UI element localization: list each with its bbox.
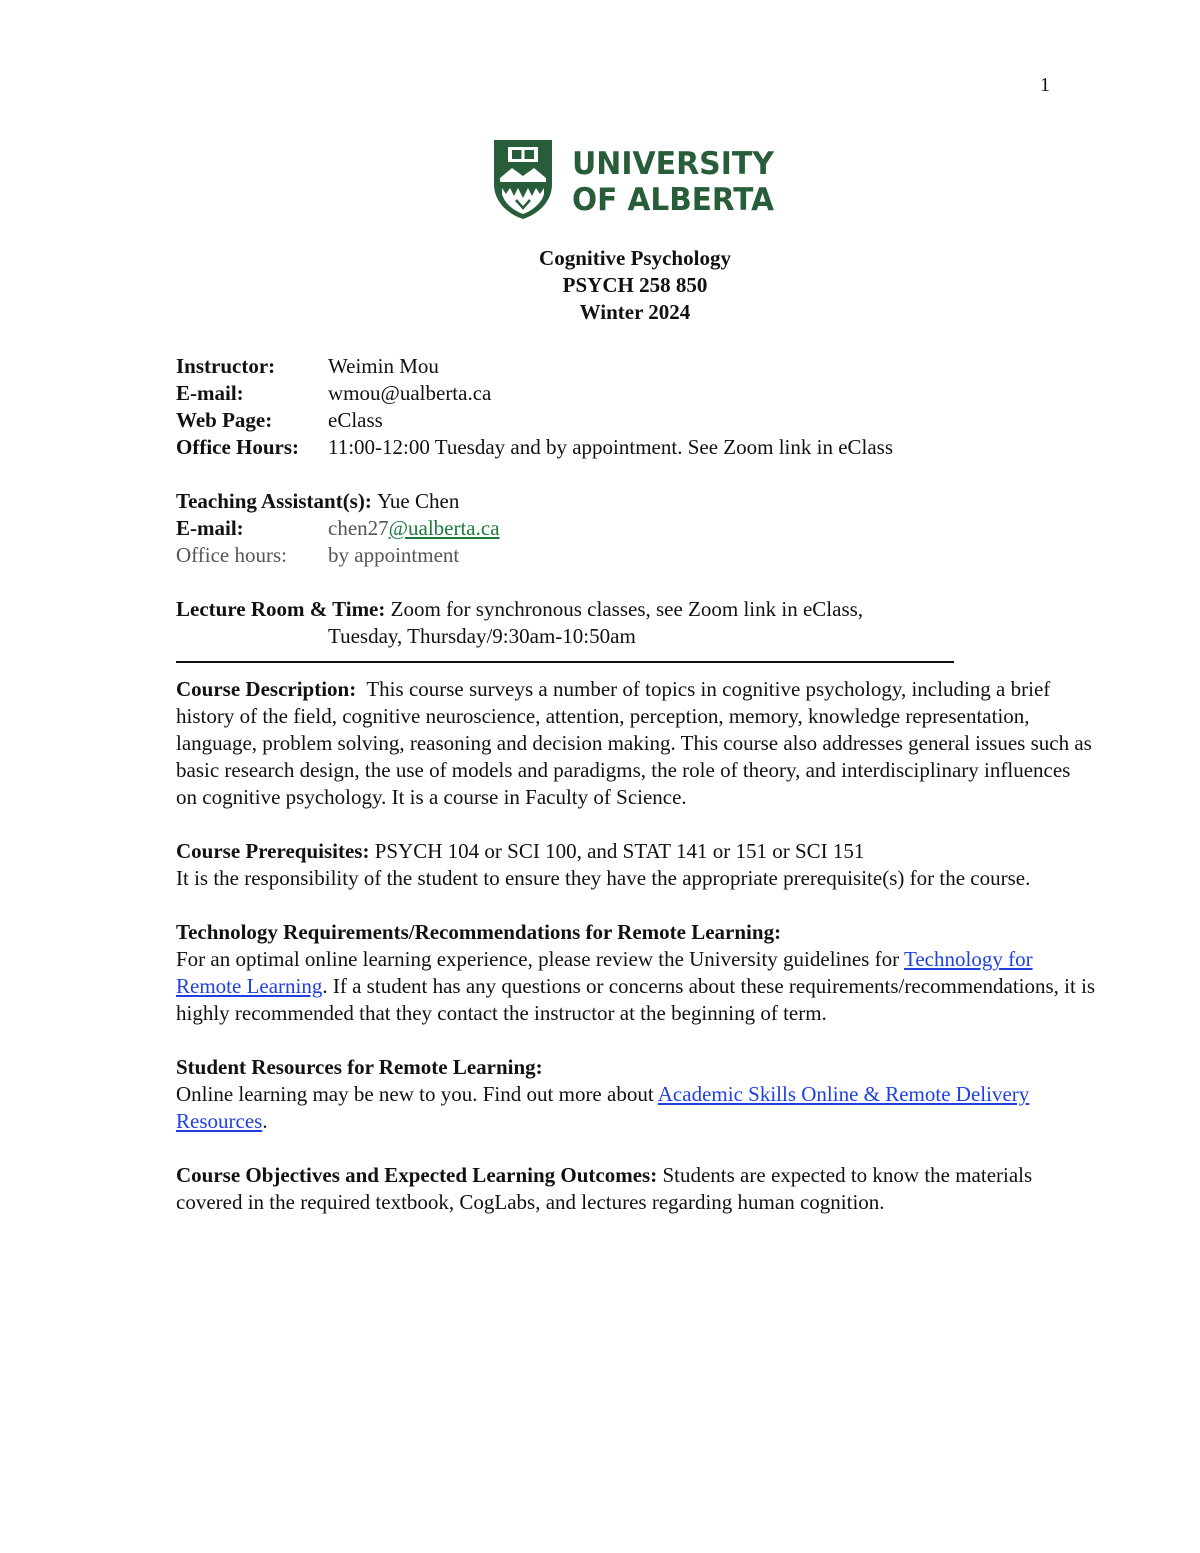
lecture-line1: Zoom for synchronous classes, see Zoom link in eClass, bbox=[390, 597, 864, 621]
technology-intro: For an optimal online learning experience, please review the University guidelines for bbox=[176, 947, 900, 971]
ta-email-link[interactable]: @ualberta.ca bbox=[388, 516, 500, 540]
office-hours-label: Office Hours: bbox=[176, 435, 300, 459]
technology-link[interactable]: Technology for Remote Learning bbox=[176, 947, 1033, 998]
university-logo bbox=[492, 138, 782, 220]
office-hours-row bbox=[176, 434, 1096, 461]
section-divider bbox=[176, 661, 954, 663]
web-page-value: eClass bbox=[328, 408, 383, 432]
course-objectives bbox=[176, 1162, 1096, 1216]
course-description bbox=[176, 676, 1096, 811]
resources-end: . bbox=[262, 1109, 268, 1133]
resources-heading: Student Resources for Remote Learning: bbox=[176, 1055, 543, 1079]
lecture-row bbox=[176, 596, 1096, 623]
ta-email-prefix: chen27 bbox=[328, 516, 389, 540]
ta-office-value: by appointment bbox=[328, 543, 460, 567]
instructor-email-row bbox=[176, 380, 1096, 407]
instructor-name: Weimin Mou bbox=[328, 354, 439, 378]
prerequisites-note: It is the responsibility of the student to ensure they have the appropriate prerequisite(s) for the course. bbox=[176, 866, 1031, 890]
office-hours-value: 11:00-12:00 Tuesday and by appointment. See Zoom link in eClass bbox=[328, 435, 894, 459]
ta-label: Teaching Assistant(s): bbox=[176, 489, 372, 513]
technology-paragraph bbox=[176, 946, 1096, 1027]
ta-email-label: E-mail: bbox=[176, 516, 244, 540]
instructor-label: Instructor: bbox=[176, 354, 276, 378]
course-title-block bbox=[0, 245, 1200, 326]
syllabus-content bbox=[176, 353, 1096, 1216]
course-description-label: Course Description: bbox=[176, 677, 357, 701]
svg-text:OF ALBERTA: OF ALBERTA bbox=[572, 182, 774, 218]
web-page-label: Web Page: bbox=[176, 408, 273, 432]
prerequisites-text: PSYCH 104 or SCI 100, and STAT 141 or 151 or SCI 151 bbox=[374, 839, 865, 863]
lecture-label: Lecture Room & Time: bbox=[176, 597, 386, 621]
course-name: Cognitive Psychology bbox=[539, 246, 731, 270]
resources-intro: Online learning may be new to you. Find out more about bbox=[176, 1082, 654, 1106]
objectives-label: Course Objectives and Expected Learning Outcomes: bbox=[176, 1163, 658, 1187]
ta-email bbox=[328, 515, 500, 542]
instructor-email: wmou@ualberta.ca bbox=[328, 381, 492, 405]
lecture-line2: Tuesday, Thursday/9:30am-10:50am bbox=[328, 624, 636, 648]
ta-row bbox=[176, 488, 1096, 515]
lecture-row-2 bbox=[176, 623, 1096, 650]
page-number: 1 bbox=[1040, 74, 1050, 96]
resources-paragraph bbox=[176, 1081, 1096, 1135]
svg-text:UNIVERSITY: UNIVERSITY bbox=[572, 146, 775, 182]
course-prerequisites bbox=[176, 838, 1096, 865]
ta-name: Yue Chen bbox=[377, 489, 460, 513]
course-term: Winter 2024 bbox=[579, 300, 691, 324]
objectives-text: Students are expected to know the materials covered in the required textbook, CogLabs, and lectures regarding human cognition. bbox=[176, 1163, 1033, 1214]
course-code: PSYCH 258 850 bbox=[562, 273, 708, 297]
course-description-text: This course surveys a number of topics in cognitive psychology, including a brief history of the field, cognitive neuroscience, attention, perception, memory, knowledge representation, language, problem solving, reasoning and decision making. This course also addresses general issues such as basic research design, the use of models and paradigms, the role of theory, and interdisciplinary influences on cognitive psychology. It is a course in Faculty of Science. bbox=[176, 677, 1092, 809]
ta-office-label: Office hours: bbox=[176, 543, 287, 567]
instructor-email-label: E-mail: bbox=[176, 381, 244, 405]
prerequisites-label: Course Prerequisites: bbox=[176, 839, 370, 863]
ta-email-row bbox=[176, 515, 1096, 542]
instructor-row bbox=[176, 353, 1096, 380]
ta-office-row bbox=[176, 542, 1096, 569]
technology-rest: . If a student has any questions or concerns about these requirements/recommendations, it is highly recommended that they contact the instructor at the beginning of term. bbox=[176, 974, 1096, 1025]
technology-heading: Technology Requirements/Recommendations for Remote Learning: bbox=[176, 920, 782, 944]
web-page-row bbox=[176, 407, 1096, 434]
resources-link[interactable]: Academic Skills Online & Remote Delivery Resources bbox=[176, 1082, 1030, 1133]
